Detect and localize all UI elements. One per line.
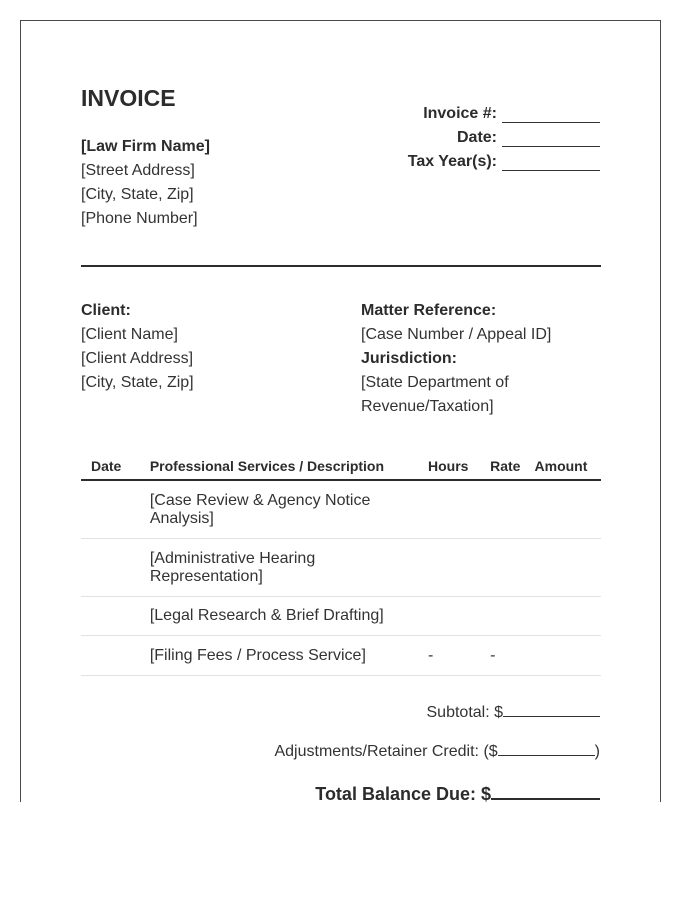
subtotal-field[interactable] — [503, 701, 600, 717]
col-amount-header: Amount — [535, 453, 601, 480]
tax-year-label: Tax Year(s): — [407, 153, 497, 170]
row-rate — [490, 597, 534, 636]
matter-block — [361, 299, 591, 419]
row-hours — [428, 597, 490, 636]
header-divider — [81, 265, 601, 267]
tax-year-row — [408, 147, 600, 171]
invoice-number-field[interactable] — [502, 105, 600, 123]
services-table — [81, 453, 601, 676]
row-rate — [490, 480, 534, 539]
row-rate — [490, 539, 534, 597]
total-due-label: Total Balance Due: $ — [315, 784, 491, 804]
tax-year-field[interactable] — [502, 153, 600, 171]
row-amount — [535, 539, 601, 597]
total-due-field[interactable] — [491, 781, 600, 800]
invoice-title: INVOICE — [81, 85, 176, 111]
row-description: [Administrative Hearing Representation] — [150, 539, 428, 597]
invoice-number-row — [408, 99, 600, 123]
col-description-header: Professional Services / Description — [150, 453, 428, 480]
row-description: [Filing Fees / Process Service] — [150, 636, 428, 676]
row-amount — [535, 636, 601, 676]
adjustments-field[interactable] — [498, 740, 595, 756]
firm-street: [Street Address] — [81, 162, 195, 179]
matter-value: [Case Number / Appeal ID] — [361, 326, 552, 343]
col-hours-header: Hours — [428, 453, 490, 480]
row-description: [Case Review & Agency Notice Analysis] — [150, 480, 428, 539]
subtotal-label: Subtotal: $ — [426, 704, 503, 721]
table-row — [81, 480, 601, 539]
row-date — [81, 636, 150, 676]
row-date — [81, 539, 150, 597]
row-hours: - — [428, 636, 490, 676]
client-label: Client: — [81, 302, 131, 319]
adjustments-row — [274, 740, 600, 761]
col-date-header: Date — [81, 453, 150, 480]
row-date — [81, 597, 150, 636]
firm-info — [81, 135, 210, 231]
row-rate: - — [490, 636, 534, 676]
row-amount — [535, 597, 601, 636]
client-block — [81, 299, 194, 395]
client-address: [Client Address] — [81, 350, 194, 367]
invoice-meta — [408, 99, 600, 171]
table-row — [81, 597, 601, 636]
firm-name: [Law Firm Name] — [81, 138, 210, 155]
firm-city: [City, State, Zip] — [81, 186, 194, 203]
row-date — [81, 480, 150, 539]
jurisdiction-label: Jurisdiction: — [361, 350, 458, 367]
subtotal-row — [427, 701, 601, 722]
client-city: [City, State, Zip] — [81, 374, 194, 391]
client-name: [Client Name] — [81, 326, 178, 343]
firm-phone: [Phone Number] — [81, 210, 198, 227]
total-due-row — [315, 781, 600, 805]
date-label: Date: — [456, 129, 497, 146]
table-row — [81, 636, 601, 676]
adjustments-close: ) — [594, 743, 600, 760]
row-hours — [428, 480, 490, 539]
row-description: [Legal Research & Brief Drafting] — [150, 597, 428, 636]
invoice-number-label: Invoice #: — [423, 105, 497, 122]
date-field[interactable] — [502, 129, 600, 147]
invoice-page — [20, 20, 661, 802]
table-row — [81, 539, 601, 597]
col-rate-header: Rate — [490, 453, 534, 480]
date-row — [408, 123, 600, 147]
row-hours — [428, 539, 490, 597]
row-amount — [535, 480, 601, 539]
matter-label: Matter Reference: — [361, 302, 497, 319]
jurisdiction-value: [State Department of Revenue/Taxation] — [361, 374, 509, 415]
table-header-row — [81, 453, 601, 480]
adjustments-label: Adjustments/Retainer Credit: ($ — [274, 743, 498, 760]
